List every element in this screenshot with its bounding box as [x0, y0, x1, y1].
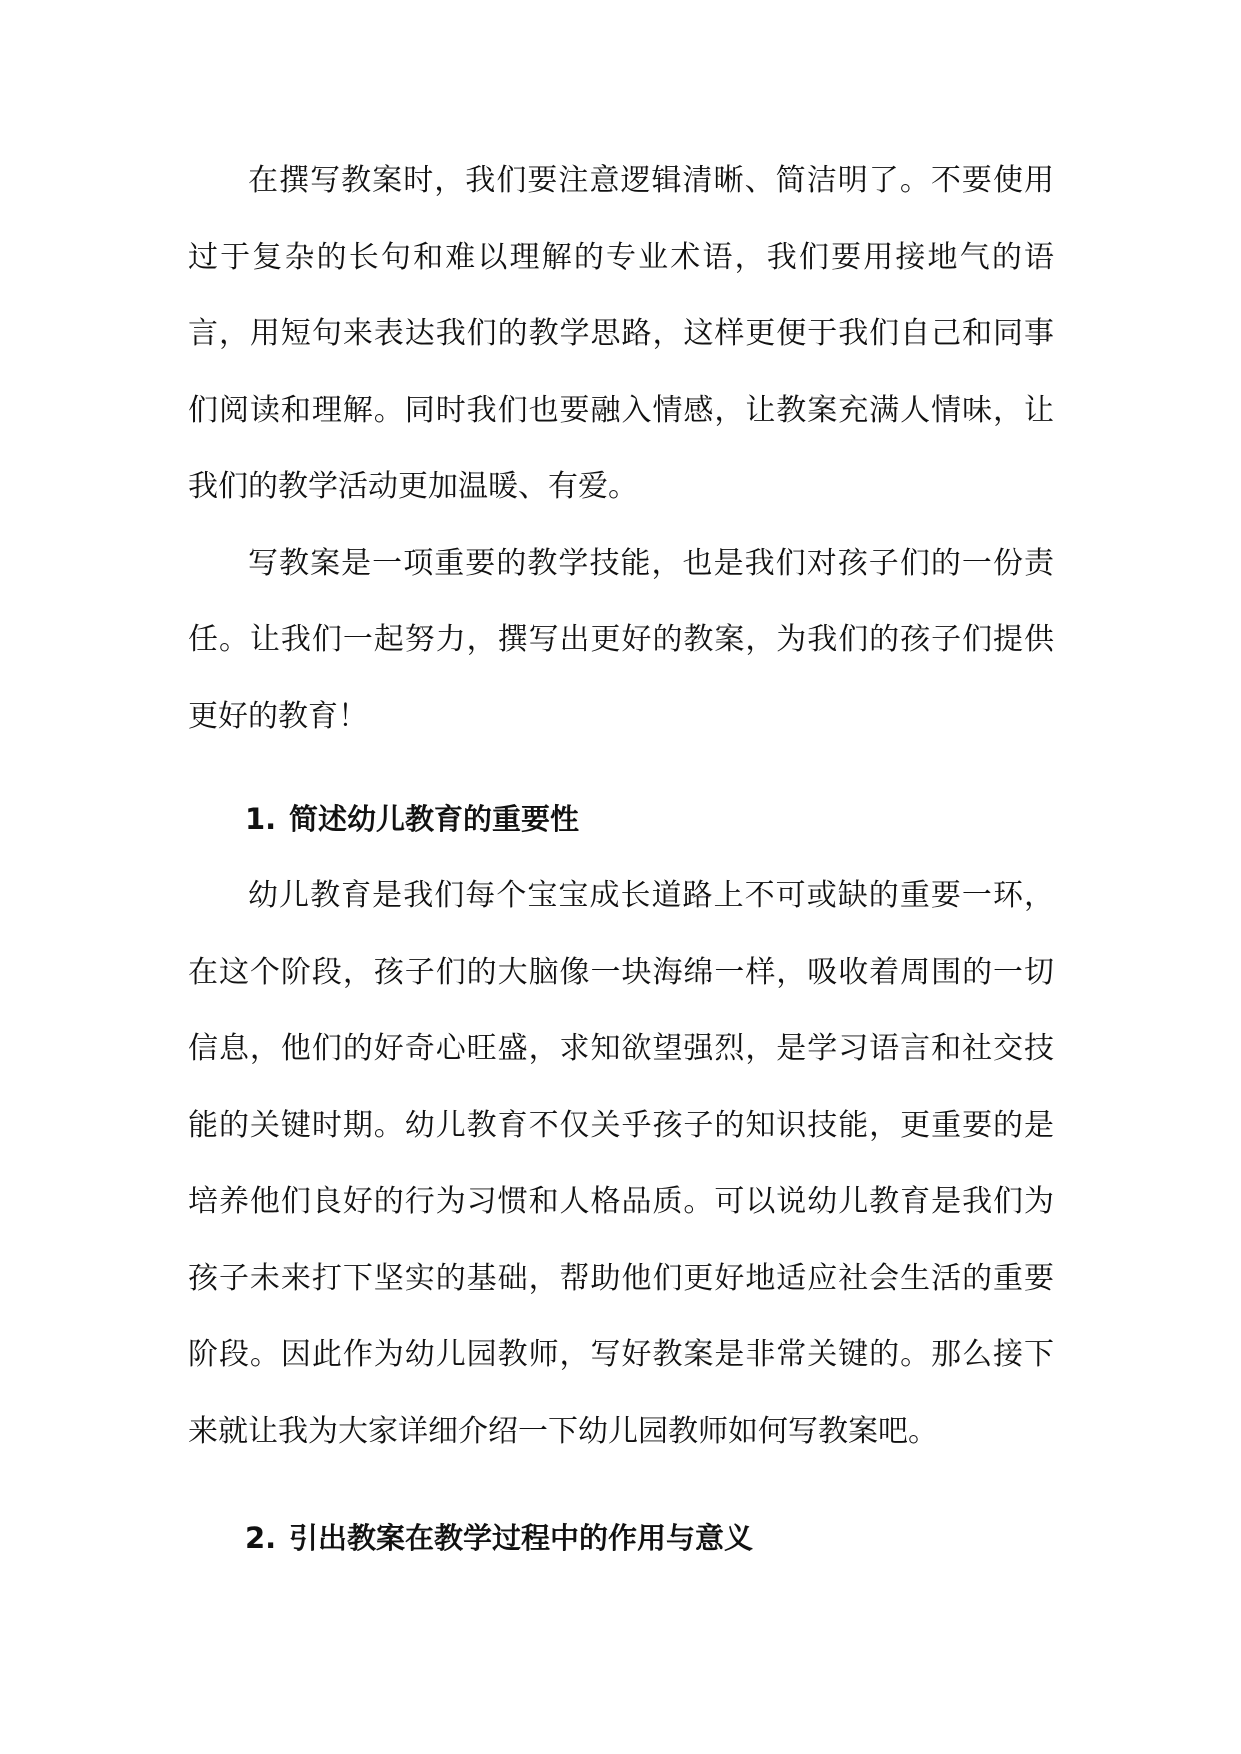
paragraph-lesson-plan-responsibility: 写教案是一项重要的教学技能，也是我们对孩子们的一份责任。让我们一起努力，撰写出更好的教案，为我们的孩子们提供更好的教育！	[188, 545, 1054, 734]
section-heading-2	[188, 1518, 1054, 1558]
section-number-1: 1.	[245, 802, 277, 836]
paragraph-lesson-plan-writing: 在撰写教案时，我们要注意逻辑清晰、简洁明了。不要使用过于复杂的长句和难以理解的专业术语，我们要用接地气的语言，用短句来表达我们的教学思路，这样更便于我们自己和同事们阅读和理解。同时我们也要融入情感，让教案充满人情味，让我们的教学活动更加温暖、有爱。	[188, 163, 1054, 504]
document-body	[188, 143, 1054, 1558]
section-title-2: 引出教案在教学过程中的作用与意义	[289, 1521, 754, 1555]
section-heading-1	[188, 799, 1054, 839]
section-number-2: 2.	[245, 1521, 277, 1555]
section-title-1: 简述幼儿教育的重要性	[289, 802, 580, 836]
paragraph-early-education-importance: 幼儿教育是我们每个宝宝成长道路上不可或缺的重要一环，在这个阶段，孩子们的大脑像一块海绵一样，吸收着周围的一切信息，他们的好奇心旺盛，求知欲望强烈，是学习语言和社交技能的关键时期。幼儿教育不仅关乎孩子的知识技能，更重要的是培养他们良好的行为习惯和人格品质。可以说幼儿教育是我们为孩子未来打下坚实的基础，帮助他们更好地适应社会生活的重要阶段。因此作为幼儿园教师，写好教案是非常关键的。那么接下来就让我为大家详细介绍一下幼儿园教师如何写教案吧。	[188, 878, 1054, 1449]
